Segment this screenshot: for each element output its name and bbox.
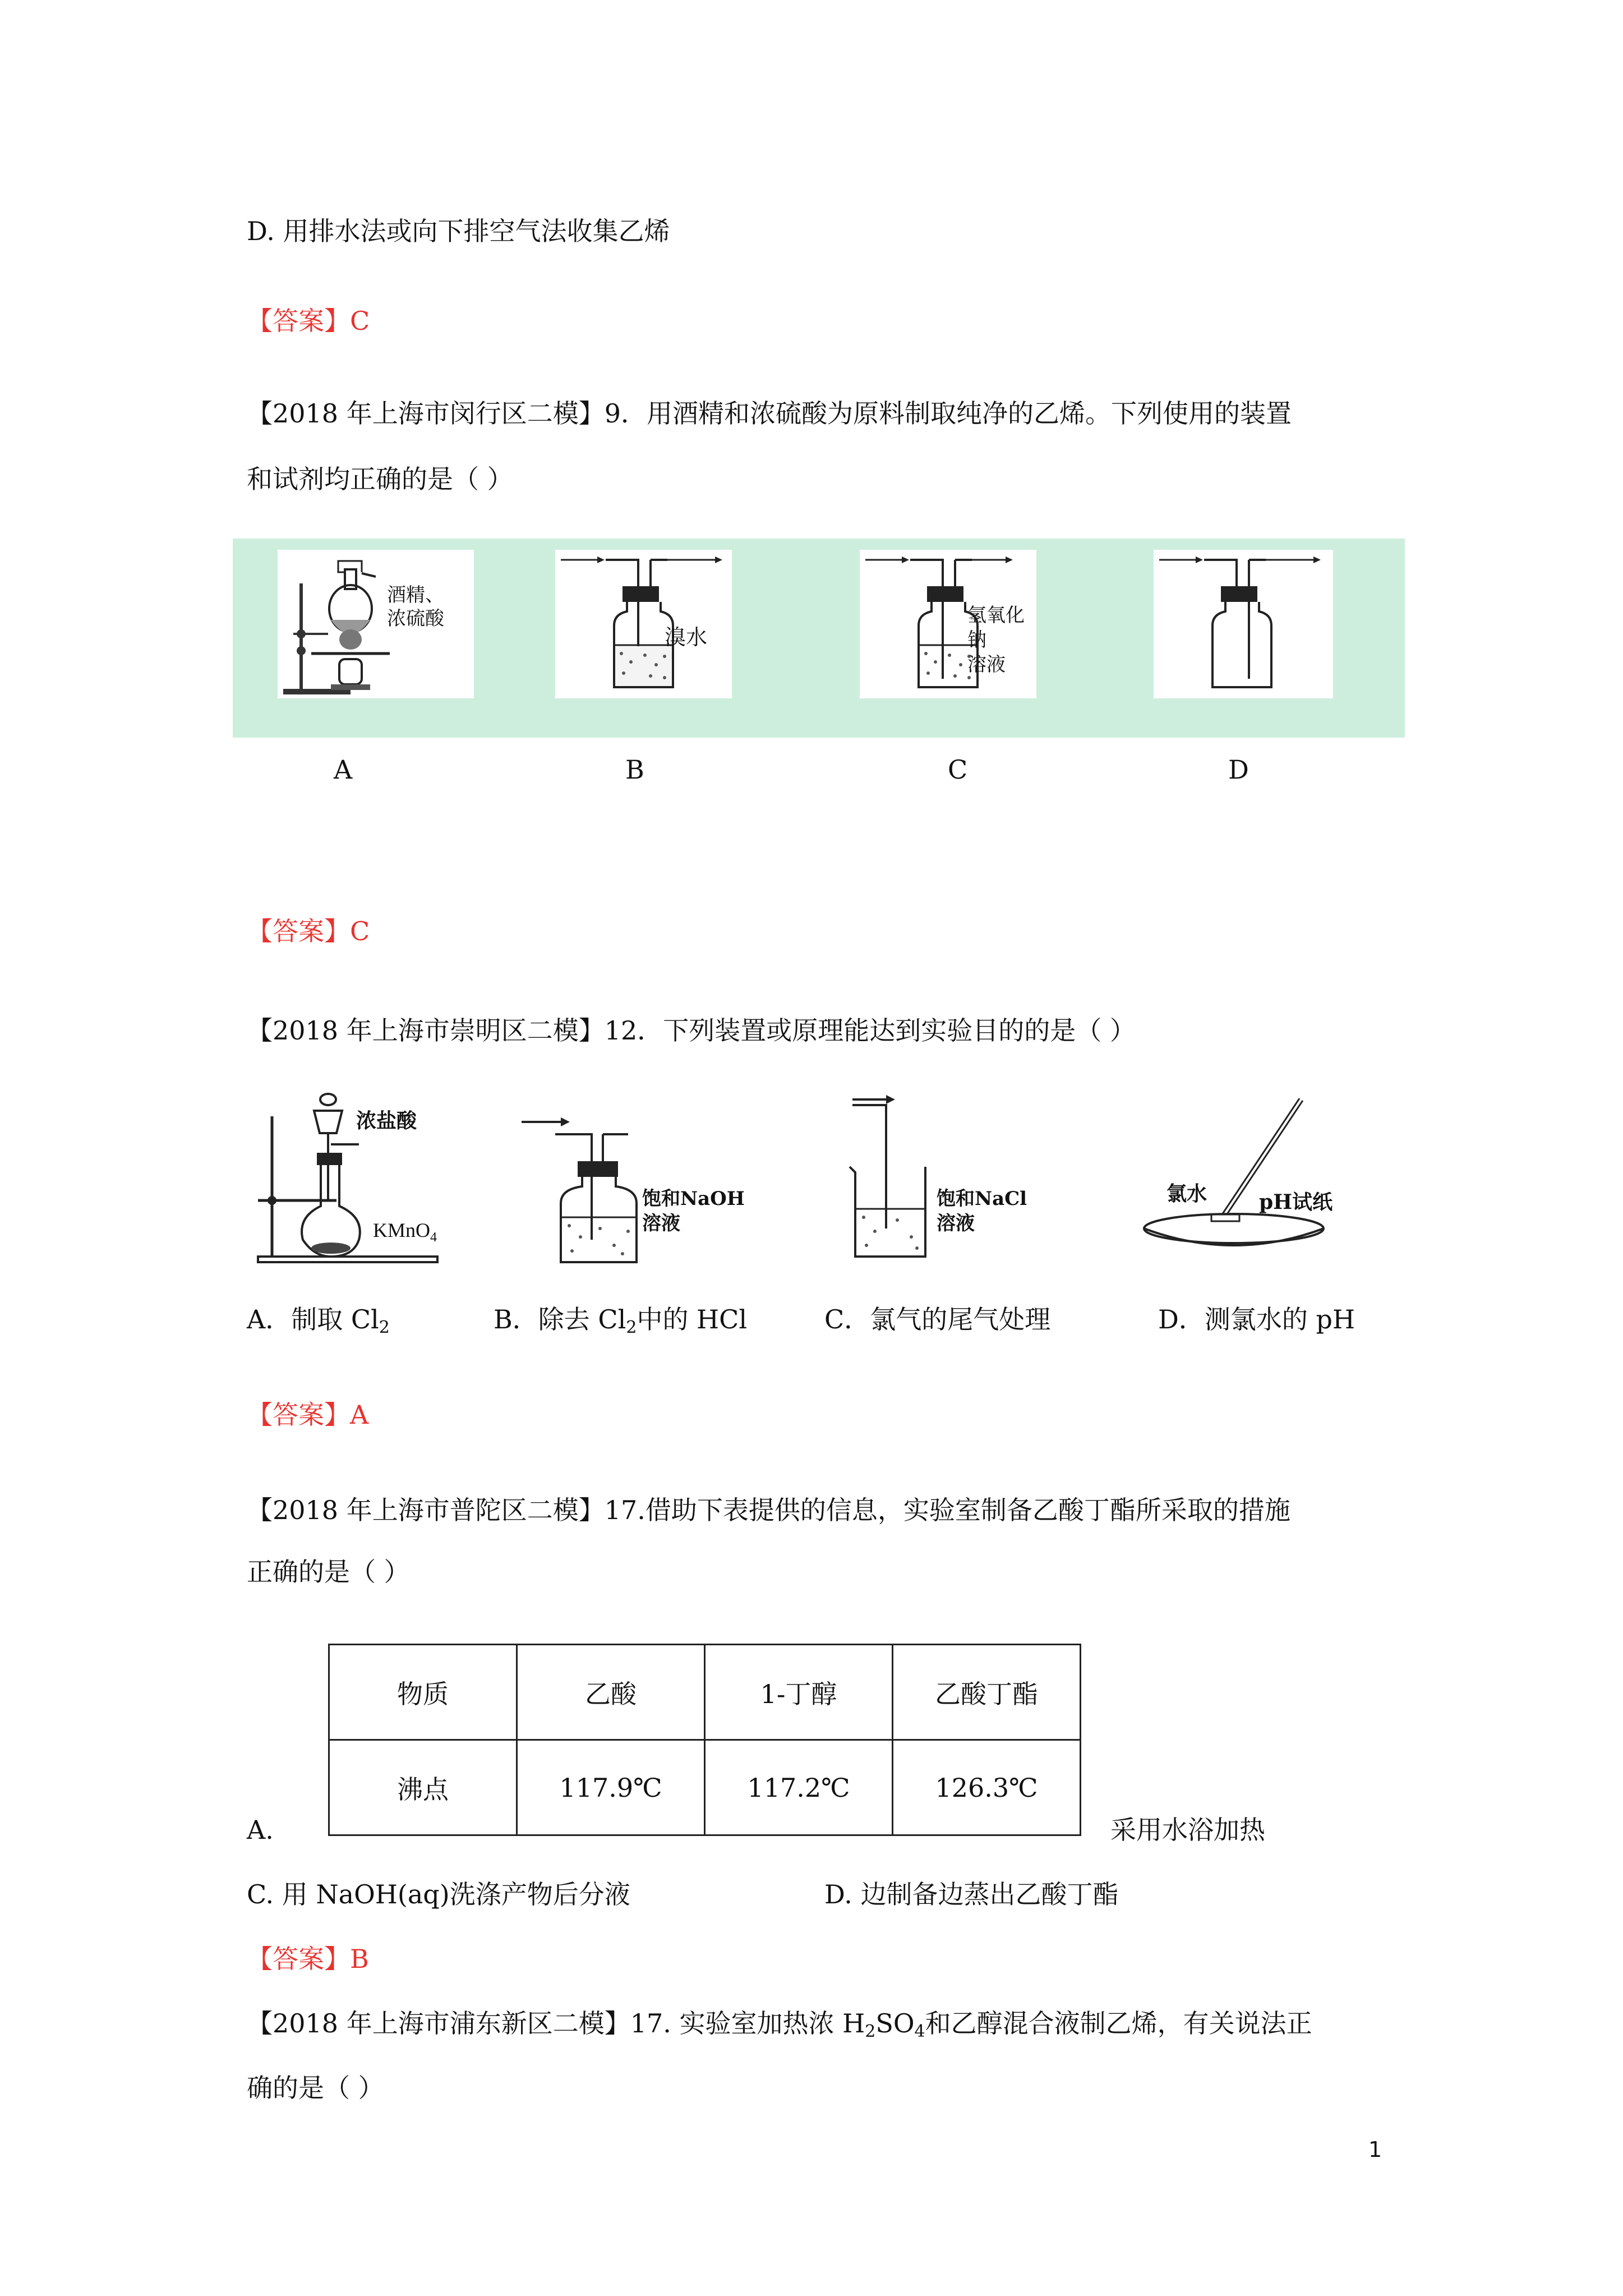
q17a-stem-text: 17.借助下表提供的信息，实验室制备乙酸丁酯所采取的措施: [604, 1495, 1290, 1525]
q12-fig-b-label: [642, 1186, 745, 1236]
page-number: 1: [1368, 2137, 1382, 2162]
stem-text: 17. 实验室加热浓 H: [630, 2008, 865, 2039]
q9-figure-d-drawing: [1154, 550, 1333, 698]
q12-option-d: D．测氯水的 pH: [1158, 1304, 1355, 1335]
formula-subscript: 4: [914, 2022, 925, 2041]
q17a-stem-line1: [247, 1492, 1290, 1528]
answer-bracket: 【答案】: [247, 916, 350, 946]
q9-stem-text: 9．用酒精和浓硫酸为原料制取纯净的乙烯。下列使用的装置: [604, 398, 1292, 429]
reagent-label: 溶液: [937, 1212, 975, 1235]
formula-subscript: 2: [865, 2022, 876, 2041]
option-text: B．除去 Cl: [494, 1304, 626, 1335]
table-cell: 117.2℃: [705, 1740, 893, 1835]
table-cell: 126.3℃: [893, 1740, 1081, 1835]
q9-fig-a-label: [387, 583, 444, 631]
boiling-point-table: [328, 1644, 1081, 1836]
reagent-label: 氢氧化钠: [967, 604, 1025, 651]
q9-option-a: A: [334, 754, 353, 785]
q17b-stem-line1: [247, 2005, 1312, 2050]
q17a-option-c: C. 用 NaOH(aq)洗涤产物后分液: [247, 1879, 630, 1910]
answer-letter: C: [350, 306, 370, 336]
q8-answer: [247, 303, 370, 339]
answer-bracket: 【答案】: [247, 1944, 350, 1974]
q17a-source: 【2018 年上海市普陀区二模】: [247, 1495, 605, 1525]
q12-source: 【2018 年上海市崇明区二模】: [247, 1015, 605, 1046]
q9-figure-band: [233, 539, 1405, 738]
q12-fig-a-label-2: [373, 1218, 437, 1245]
data-table: [328, 1644, 1081, 1836]
table-cell: 乙酸: [517, 1645, 705, 1740]
option-text: A．制取 Cl: [247, 1304, 379, 1335]
answer-letter: B: [350, 1944, 369, 1974]
table-cell: 1-丁醇: [705, 1645, 893, 1740]
q9-fig-c-label: [967, 603, 1036, 677]
q12-figure-a: [247, 1088, 482, 1273]
q12-option-a: [247, 1301, 390, 1346]
q12-fig-d-label-2: pH试纸: [1259, 1190, 1333, 1214]
q17b-stem-line2: 确的是（ ）: [247, 2073, 384, 2103]
q9-figure-c: [860, 550, 1036, 698]
q9-option-b: B: [625, 754, 644, 785]
q9-stem-line2: 和试剂均正确的是（ ）: [247, 464, 513, 494]
q9-figure-a: [278, 550, 474, 698]
q9-stem-line1: [247, 395, 1292, 431]
answer-letter: A: [350, 1400, 369, 1430]
reagent-label: 饱和NaCl: [937, 1188, 1027, 1210]
q8-option-d: D. 用排水法或向下排空气法收集乙烯: [247, 216, 670, 246]
q17b-source: 【2018 年上海市浦东新区二模】: [247, 2008, 630, 2039]
q12-stem: [247, 1013, 1136, 1048]
q12-figure-b: [516, 1111, 751, 1268]
q9-option-d: D: [1228, 754, 1249, 785]
q9-figure-a-drawing: [278, 550, 474, 698]
q9-figure-d: [1154, 550, 1333, 698]
table-cell: 沸点: [329, 1740, 517, 1835]
q12-answer: [247, 1397, 368, 1433]
reagent-label: 溶液: [967, 654, 1006, 676]
formula-subscript: 2: [379, 1318, 390, 1337]
q12-figure-c: [841, 1088, 1077, 1268]
q17a-stem-line2: 正确的是（ ）: [247, 1557, 410, 1587]
answer-bracket: 【答案】: [247, 1400, 350, 1430]
table-cell: 117.9℃: [517, 1740, 705, 1835]
q12-figure-c-drawing: [841, 1088, 1077, 1268]
answer-bracket: 【答案】: [247, 306, 350, 336]
option-text: 中的 HCl: [637, 1304, 748, 1335]
q17a-option-b: 采用水浴加热: [1110, 1815, 1265, 1845]
q9-fig-b-label: 溴水: [665, 625, 708, 650]
q9-source: 【2018 年上海市闵行区二模】: [247, 398, 605, 429]
stem-text: SO: [875, 2008, 915, 2039]
stem-text: 和乙醇混合液制乙烯，有关说法正: [925, 2008, 1312, 2039]
reagent-label: 溶液: [642, 1212, 680, 1235]
q9-option-c: C: [948, 754, 968, 785]
q12-option-b: [494, 1301, 747, 1346]
q12-stem-text: 12．下列装置或原理能达到实验目的的是（ ）: [604, 1015, 1136, 1046]
table-cell: 乙酸丁酯: [893, 1645, 1081, 1740]
q17a-option-d: D. 边制备边蒸出乙酸丁酯: [824, 1879, 1119, 1910]
q12-fig-c-label: [937, 1186, 1027, 1236]
formula-text: KMnO: [373, 1219, 431, 1241]
q12-figure-d: [1133, 1094, 1368, 1268]
q17a-answer: [247, 1941, 369, 1977]
q9-answer: [247, 913, 370, 949]
table-row: [329, 1645, 1081, 1740]
answer-letter: C: [350, 916, 370, 946]
table-row: [329, 1740, 1081, 1835]
q17a-option-a: A.: [247, 1815, 274, 1845]
q12-fig-a-label-1: 浓盐酸: [356, 1109, 417, 1133]
formula-subscript: 2: [626, 1318, 637, 1337]
table-cell: 物质: [329, 1645, 517, 1740]
q9-figure-b: [555, 550, 732, 698]
q12-option-c: C．氯气的尾气处理: [824, 1304, 1051, 1335]
formula-subscript: 4: [430, 1230, 437, 1245]
reagent-label: 饱和NaOH: [642, 1188, 745, 1210]
reagent-label: 酒精、: [387, 584, 444, 606]
reagent-label: 浓硫酸: [387, 608, 444, 630]
q12-fig-d-label-1: 氯水: [1166, 1182, 1207, 1205]
